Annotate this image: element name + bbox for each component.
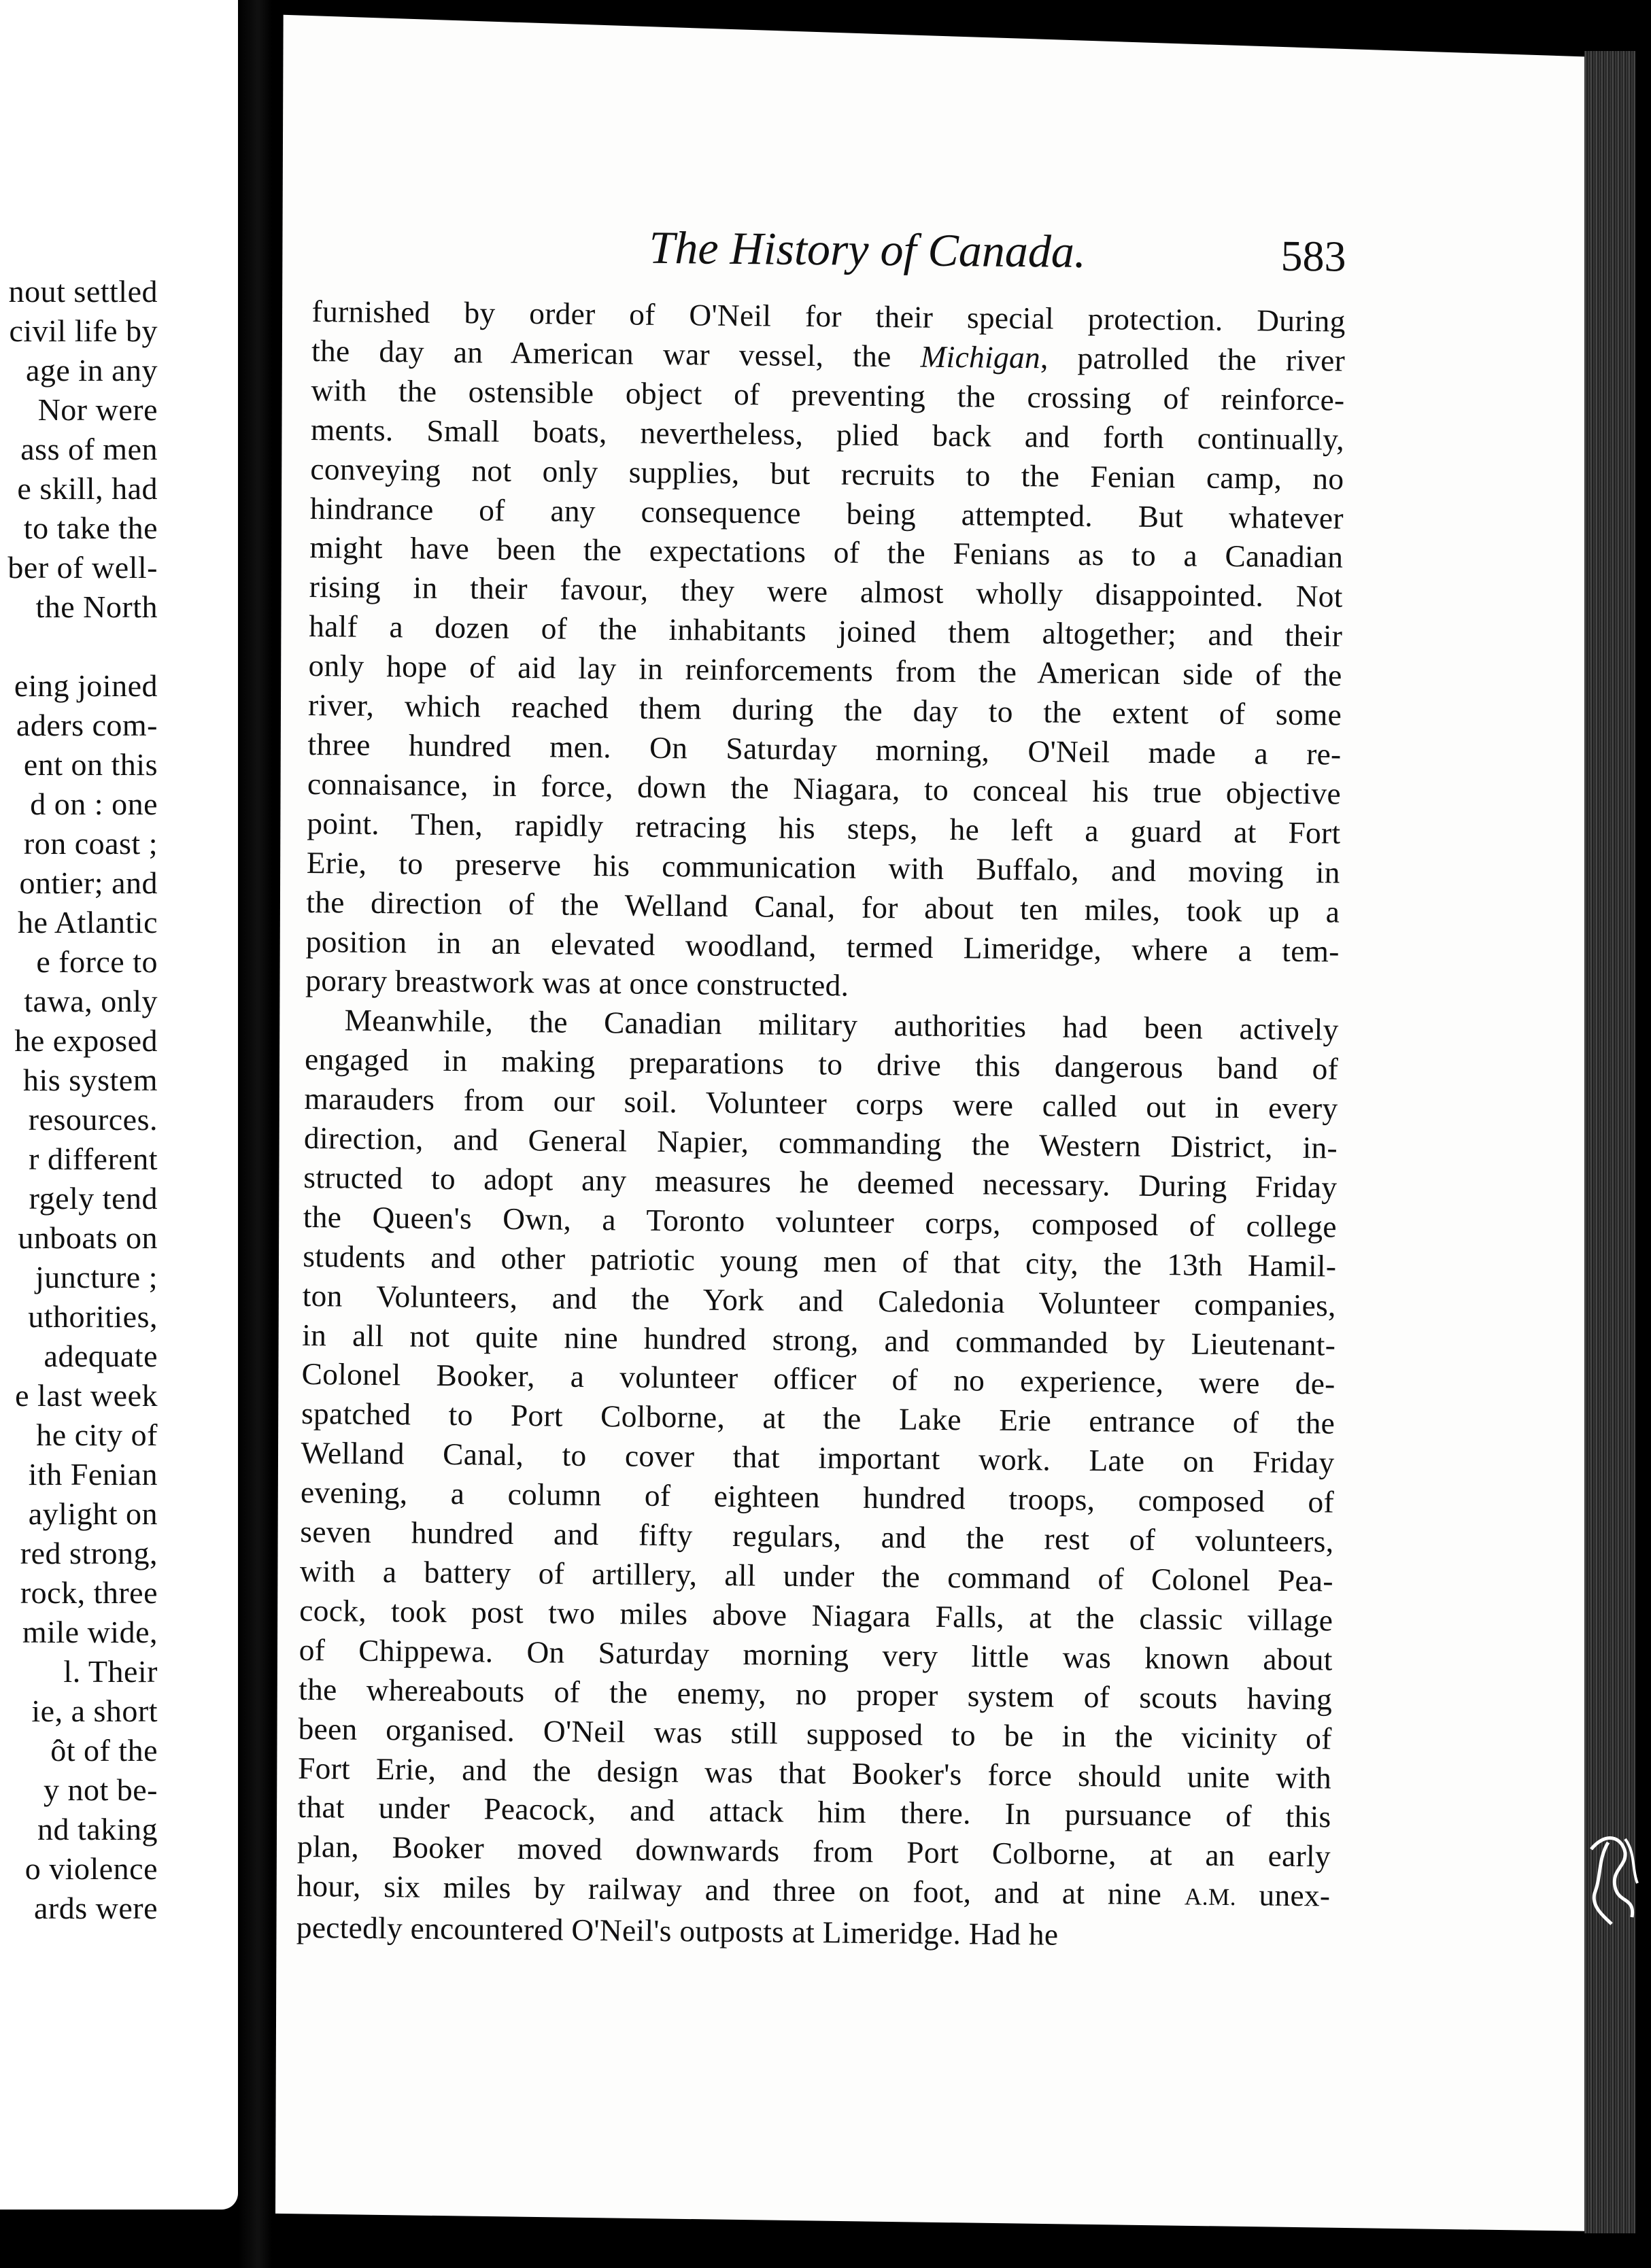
body-text bbox=[296, 292, 1346, 1958]
book-gutter bbox=[238, 0, 272, 2268]
left-page-line: to take the bbox=[23, 511, 158, 545]
text-line: furnished by order of O'Neil for their special protection. During bbox=[311, 294, 1346, 339]
text-line: pectedly encountered O'Neil's outposts at Limeridge. Had he bbox=[296, 1910, 1059, 1952]
text-line: plan, Booker moved downwards from Port Colborne, at an early bbox=[296, 1829, 1331, 1874]
left-page-line: o violence bbox=[24, 1851, 158, 1886]
text-line: of Chippewa. On Saturday morning very little was known about bbox=[299, 1632, 1333, 1677]
text-line: cock, took post two miles above Niagara Falls, at the classic village bbox=[299, 1593, 1333, 1638]
left-page-line: the North bbox=[35, 589, 158, 624]
left-page-line: he city of bbox=[36, 1418, 158, 1452]
text-line: with the ostensible object of preventing the crossing of reinforce- bbox=[311, 373, 1345, 417]
text-line: the Queen's Own, a Toronto volunteer corps, composed of college bbox=[303, 1199, 1338, 1244]
left-page-line: Nor were bbox=[37, 392, 158, 427]
left-page-line: ass of men bbox=[20, 432, 158, 466]
left-page-line: age in any bbox=[25, 353, 158, 388]
running-title: The History of Canada. bbox=[649, 221, 1087, 277]
text-line: conveying not only supplies, but recruits to the Fenian camp, no bbox=[310, 451, 1344, 496]
text-line: been organised. O'Neil was still supposed to be in the vicinity of bbox=[298, 1711, 1332, 1756]
paragraph bbox=[296, 1001, 1339, 1957]
left-page-text bbox=[0, 272, 158, 1928]
left-page-line: civil life by bbox=[9, 313, 158, 348]
left-page-line: he exposed bbox=[14, 1023, 158, 1058]
left-page-line: y not be- bbox=[43, 1772, 158, 1807]
left-page-line: e last week bbox=[15, 1378, 158, 1413]
paragraph-gap bbox=[0, 627, 158, 666]
left-page-line: unboats on bbox=[18, 1220, 158, 1255]
text-line: connaisance, in force, down the Niagara, to conceal his true objective bbox=[307, 766, 1342, 811]
text-line: that under Peacock, and attack him there. In pursuance of this bbox=[297, 1790, 1331, 1834]
text-line: students and other patriotic young men of that city, the 13th Hamil- bbox=[303, 1239, 1337, 1284]
text-line: point. Then, rapidly retracing his steps, he left a guard at Fort bbox=[307, 806, 1341, 850]
left-page-line: ent on this bbox=[23, 747, 158, 782]
bookmark-ribbon-icon bbox=[1584, 1829, 1642, 1931]
left-page-line: tawa, only bbox=[24, 984, 158, 1018]
left-page-line: ards were bbox=[33, 1891, 158, 1925]
text-line: marauders from our soil. Volunteer corps were called out in every bbox=[304, 1082, 1338, 1126]
left-facing-page bbox=[0, 0, 238, 2210]
left-page-line: e force to bbox=[36, 944, 158, 979]
left-page-line: adequate bbox=[44, 1339, 158, 1373]
left-page-line: rgely tend bbox=[29, 1181, 158, 1216]
text-line: Erie, to preserve his communication with Buffalo, and moving in bbox=[306, 845, 1341, 890]
left-page-line: ber of well- bbox=[7, 550, 158, 585]
left-page-line: nout settled bbox=[8, 274, 158, 309]
text-line: structed to adopt any measures he deemed necessary. During Friday bbox=[303, 1160, 1338, 1205]
text-line: hour, six miles by railway and three on foot, and at nine A.M. unex- bbox=[296, 1869, 1331, 1913]
text-line: Fort Erie, and the design was that Booker's force should unite with bbox=[297, 1751, 1332, 1796]
text-line: position in an elevated woodland, termed Limeridge, where a tem- bbox=[305, 924, 1340, 969]
left-page-line: ith Fenian bbox=[28, 1457, 158, 1492]
left-page-line: aders com- bbox=[16, 708, 158, 742]
text-line: might have been the expectations of the Fenians as to a Canadian bbox=[309, 530, 1344, 575]
text-line: evening, a column of eighteen hundred troops, composed of bbox=[300, 1475, 1335, 1519]
paragraph bbox=[305, 292, 1346, 1011]
left-page-line: juncture ; bbox=[35, 1260, 158, 1294]
text-line: with a battery of artillery, all under the command of Colonel Pea- bbox=[299, 1553, 1334, 1598]
left-page-line: d on : one bbox=[30, 787, 158, 821]
text-line: rising in their favour, they were almost wholly disappointed. Not bbox=[309, 570, 1343, 614]
left-page-line: l. Their bbox=[63, 1654, 158, 1689]
text-line: river, which reached them during the day to the extent of some bbox=[307, 688, 1342, 732]
text-line: direction, and General Napier, commanding the Western District, in- bbox=[303, 1120, 1338, 1165]
left-page-line: e skill, had bbox=[17, 471, 158, 506]
text-line: Meanwhile, the Canadian military authorities had been actively bbox=[344, 1003, 1339, 1047]
left-page-line: rock, three bbox=[20, 1575, 158, 1610]
left-page-line: eing joined bbox=[14, 668, 158, 703]
text-line: in all not quite nine hundred strong, and commanded by Lieutenant- bbox=[301, 1318, 1336, 1362]
text-line: the direction of the Welland Canal, for about ten miles, took up a bbox=[306, 884, 1340, 929]
left-page-line: ie, a short bbox=[31, 1694, 158, 1728]
text-line: only hope of aid lay in reinforcements from the American side of the bbox=[308, 649, 1342, 693]
running-head bbox=[312, 218, 1346, 303]
left-page-line: red strong, bbox=[20, 1536, 158, 1570]
text-line: ton Volunteers, and the York and Caledonia Volunteer companies, bbox=[302, 1278, 1336, 1323]
page-number: 583 bbox=[1280, 231, 1346, 281]
left-page-line: he Atlantic bbox=[17, 905, 158, 940]
left-page-line: aylight on bbox=[28, 1496, 158, 1531]
text-line: hindrance of any consequence being attempted. But whatever bbox=[309, 491, 1344, 536]
left-page-line: mile wide, bbox=[22, 1615, 158, 1649]
left-page-line: uthorities, bbox=[28, 1299, 158, 1334]
left-page-line: ron coast ; bbox=[23, 826, 158, 861]
text-line: half a dozen of the inhabitants joined them altogether; and their bbox=[308, 609, 1343, 653]
left-page-line: ontier; and bbox=[19, 865, 158, 900]
text-line: engaged in making preparations to drive this dangerous band of bbox=[304, 1042, 1339, 1086]
left-page-line: resources. bbox=[28, 1102, 158, 1137]
left-page-line: his system bbox=[23, 1063, 158, 1097]
text-line: ments. Small boats, nevertheless, plied back and forth continually, bbox=[310, 412, 1345, 457]
text-line: Welland Canal, to cover that important work. Late on Friday bbox=[301, 1436, 1335, 1480]
left-page-line: r different bbox=[29, 1141, 158, 1176]
text-line: seven hundred and fifty regulars, and the rest of volunteers, bbox=[300, 1515, 1334, 1559]
text-line: spatched to Port Colborne, at the Lake Erie entrance of the bbox=[301, 1396, 1335, 1441]
page-content bbox=[296, 218, 1346, 1958]
text-line: three hundred men. On Saturday morning, O'Neil made a re- bbox=[307, 727, 1342, 772]
text-line: porary breastwork was at once constructed. bbox=[305, 963, 849, 1003]
left-page-line: ôt of the bbox=[50, 1733, 158, 1768]
text-line: the whereabouts of the enemy, no proper system of scouts having bbox=[298, 1672, 1333, 1717]
text-line: Colonel Booker, a volunteer officer of no experience, were de- bbox=[301, 1357, 1335, 1401]
left-page-line: nd taking bbox=[37, 1812, 158, 1846]
text-line: the day an American war vessel, the Michigan, patrolled the river bbox=[311, 333, 1346, 378]
